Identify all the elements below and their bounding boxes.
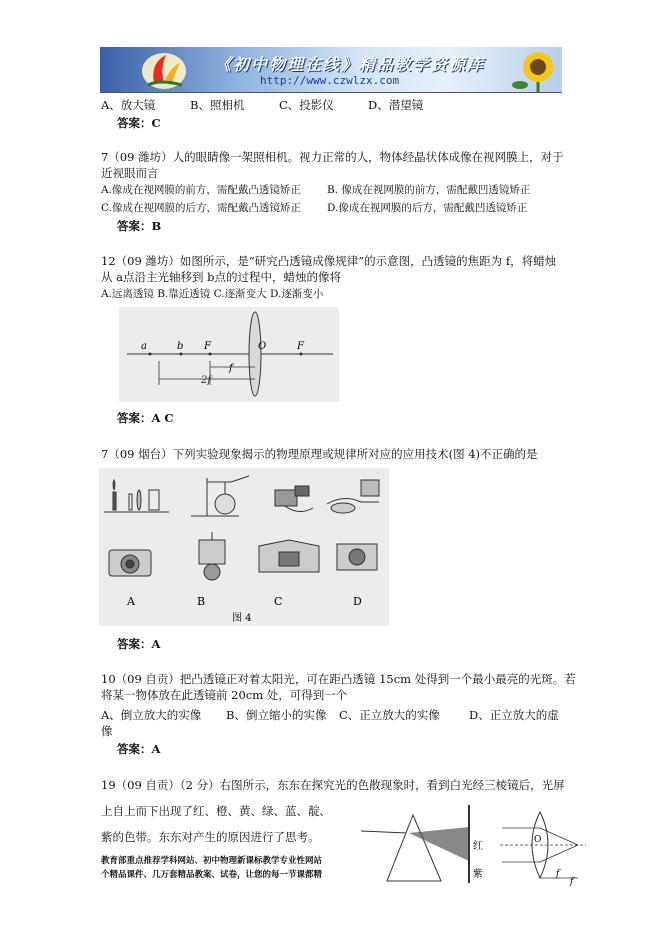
q2-stem-line2: 从 a点沿主光轴移到 b点的过程中，蜡烛的像将 bbox=[101, 270, 342, 284]
q2-answer: 答案：A C bbox=[117, 411, 174, 425]
q0-option-b: B、照相机 bbox=[190, 98, 245, 112]
experiment-figure bbox=[99, 468, 389, 626]
prism-diagram bbox=[357, 797, 497, 885]
point-a bbox=[149, 353, 152, 356]
label-o: O bbox=[534, 835, 542, 845]
q4-option-b: B、倒立缩小的实像 bbox=[226, 708, 327, 722]
q5-stem-line2: 上自上而下出现了红、橙、黄、绿、蓝、靛、 bbox=[101, 804, 331, 818]
banner-title: 《初中物理在线》精品教学资源库 bbox=[215, 55, 486, 74]
label-f-dimension: f bbox=[229, 363, 233, 374]
label-f-left: F bbox=[204, 341, 211, 352]
banner-url[interactable]: http://www.czwlzx.com bbox=[260, 74, 400, 87]
panel-label-d: D bbox=[353, 595, 362, 608]
label-f-right: F bbox=[297, 341, 304, 352]
white-light-ray bbox=[361, 831, 407, 833]
q4-option-d: D、正立放大的虚 bbox=[469, 708, 559, 722]
lens-diagram bbox=[119, 307, 339, 402]
q2-options: A.远离透镜 B.靠近透镜 C.逐渐变大 D.逐渐变小 bbox=[101, 288, 324, 300]
panel-b-engine bbox=[199, 532, 225, 580]
label-a: a bbox=[141, 341, 147, 352]
q4-stem-line1: 10（09 自贡）把凸透镜正对着太阳光，可在距凸透镜 15cm 处得到一个最小最亮的光斑。若 bbox=[101, 672, 576, 686]
q0-answer: 答案：C bbox=[117, 116, 161, 130]
q1-option-b: B. 像成在视网膜的前方，需配戴凹透镜矫正 bbox=[327, 184, 531, 196]
header-rule bbox=[100, 92, 562, 93]
q4-option-c: C、正立放大的实像 bbox=[339, 708, 440, 722]
q1-stem-line1: 7（09 潍坊）人的眼睛像一架照相机。视力正常的人，物体经晶状体成像在视网膜上，对于 bbox=[101, 150, 564, 164]
panel-a-candle-lens bbox=[104, 480, 169, 512]
figure-caption: 图 4 bbox=[232, 613, 252, 624]
panel-d-circuit bbox=[327, 480, 379, 513]
label-2f: 2f bbox=[201, 375, 212, 386]
footer-line1: 教育部重点推荐学科网站、初中物理新课标教学专业性网站 bbox=[101, 856, 323, 866]
label-violet: 紫 bbox=[473, 869, 483, 880]
point-b bbox=[180, 353, 183, 356]
logo-icon bbox=[140, 49, 192, 91]
q0-option-d: D、潜望镜 bbox=[368, 98, 424, 112]
q1-stem-line2: 近视眼而言 bbox=[101, 166, 159, 180]
q0-option-a: A、放大镜 bbox=[101, 98, 156, 112]
q4-option-d-cont: 像 bbox=[101, 724, 113, 738]
q3-stem-line1: 7（09 烟台）下列实验现象揭示的物理原理或规律所对应的应用技术(图 4)不正确的是 bbox=[101, 447, 538, 461]
panel-a-camera bbox=[109, 550, 151, 576]
q1-option-a: A.像成在视网膜的前方，需配戴凸透镜矫正 bbox=[101, 184, 301, 196]
prism bbox=[387, 815, 441, 881]
label-red: 红 bbox=[473, 841, 483, 852]
panel-c-magnet-coil bbox=[275, 486, 313, 512]
q3-answer: 答案：A bbox=[117, 637, 161, 651]
q1-answer: 答案：B bbox=[117, 219, 162, 233]
label-f: f bbox=[570, 877, 574, 886]
q2-stem-line1: 12（09 潍坊）如图所示，是“研究凸透镜成像规律”的示意图，凸透镜的焦距为 f，将蜡烛 bbox=[101, 254, 557, 268]
panel-d-motor bbox=[337, 544, 377, 570]
q1-option-c: C.像成在视网膜的后方，需配戴凸透镜矫正 bbox=[101, 202, 301, 214]
panel-label-c: C bbox=[274, 595, 283, 608]
header-banner bbox=[100, 47, 562, 92]
focal-point-right bbox=[300, 353, 303, 356]
label-b: b bbox=[177, 341, 184, 352]
lens-ray-diagram bbox=[500, 808, 588, 886]
q5-stem-line3: 紫的色带。东东对产生的原因进行了思考。 bbox=[101, 830, 320, 844]
convex-lens bbox=[249, 312, 261, 396]
label-o: O bbox=[258, 341, 267, 352]
panel-label-b: B bbox=[197, 595, 206, 608]
q4-stem-line2: 将某一物体放在此透镜前 20cm 处，可得到一个 bbox=[101, 688, 348, 702]
q4-answer: 答案：A bbox=[117, 742, 161, 756]
panel-label-a: A bbox=[127, 595, 135, 608]
q1-option-d: D.像成在视网膜的后方，需配戴凹透镜矫正 bbox=[327, 202, 528, 214]
footer-line2: 个精品课件、几万套精品教案、试卷，让您的每一节课都精 bbox=[101, 870, 323, 880]
q5-stem-line1: 19（09 自贡）（2 分）右图所示，东东在探究光的色散现象时，看到白光经三棱镜后，光屏 bbox=[101, 778, 565, 792]
panel-c-generator bbox=[259, 540, 319, 572]
label-f: f bbox=[556, 869, 560, 879]
q0-option-c: C、投影仪 bbox=[279, 98, 334, 112]
sunflower-icon bbox=[510, 47, 562, 92]
q4-option-a: A、倒立放大的实像 bbox=[101, 708, 202, 722]
focal-point-left bbox=[209, 353, 212, 356]
panel-b-boiling-flask bbox=[191, 476, 249, 516]
